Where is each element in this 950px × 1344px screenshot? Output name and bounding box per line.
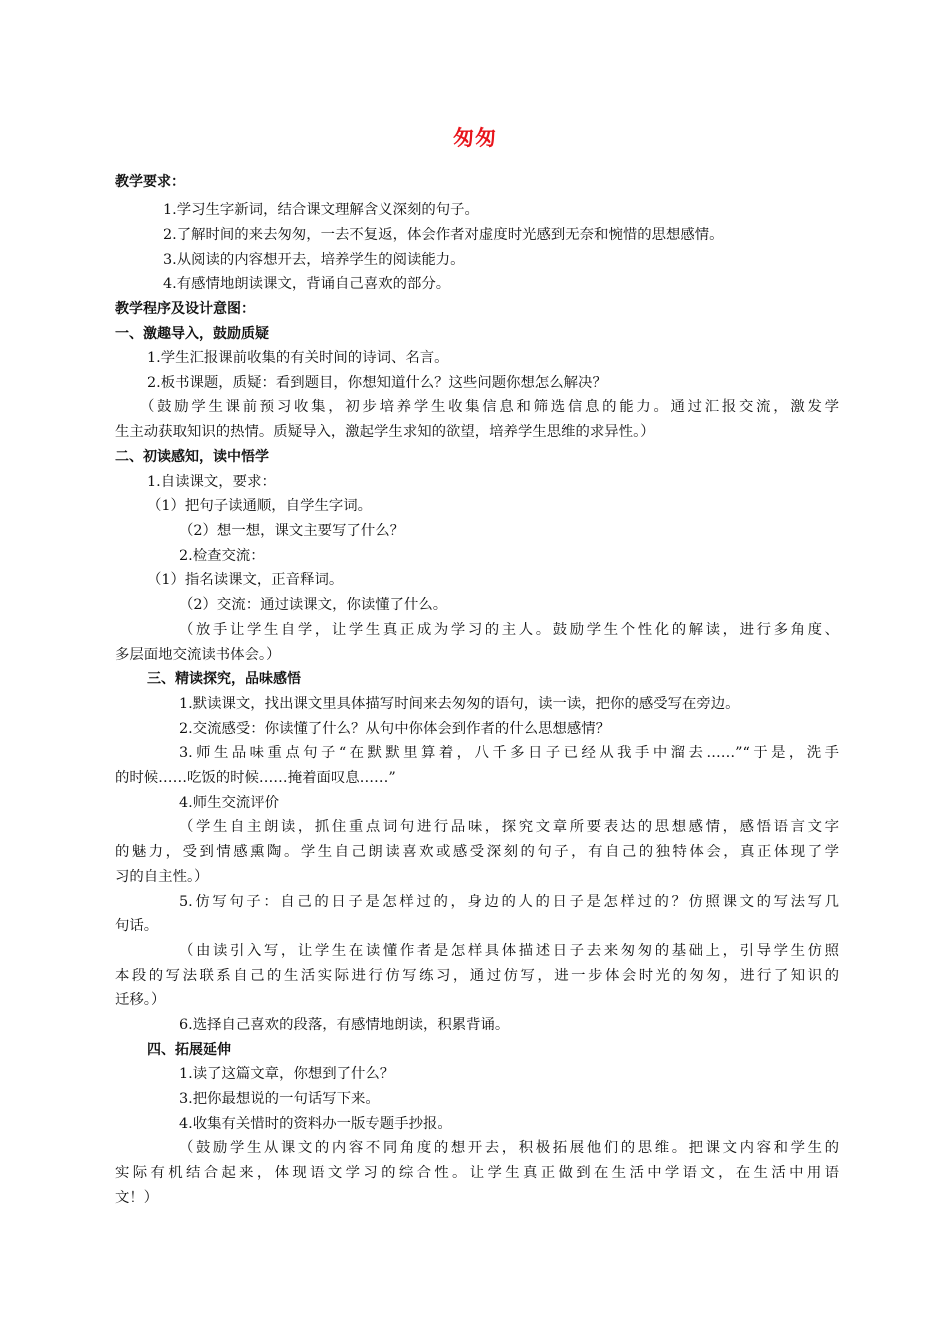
text-line: （2）想一想，课文主要写了什么？: [179, 523, 405, 539]
text-line: 1.自读课文，要求：: [147, 474, 276, 490]
text-line: 6.选择自己喜欢的段落，有感情地朗读，积累背诵。: [179, 1017, 510, 1033]
text-line: 的魅力，受到情感熏陶。学生自己朗读喜欢或感受深刻的句子，有自己的独特体会，真正体现了学: [115, 844, 839, 860]
text-line: 2.板书课题，质疑：看到题目，你想知道什么？这些问题你想怎么解决？: [147, 375, 607, 391]
text-line: （放手让学生自学，让学生真正成为学习的主人。鼓励学生个性化的解读，进行多角度、: [179, 622, 839, 638]
text-line: 迁移。）: [115, 992, 166, 1008]
text-line: （鼓励学生课前预习收集，初步培养学生收集信息和筛选信息的能力。通过汇报交流，激发学: [140, 399, 839, 415]
text-line: （1）把句子读通顺，自学生字词。: [147, 498, 373, 514]
text-line: 2.交流感受：你读懂了什么？从句中你体会到作者的什么思想感情？: [179, 721, 611, 737]
text-line: 3.师生品味重点句子“在默默里算着，八千多日子已经从我手中溜去……”“于是，洗手: [179, 745, 839, 761]
text-line: 习的自主性。）: [115, 869, 209, 885]
section-heading: 三、精读探究，品味感悟: [147, 671, 301, 687]
text-line: 文！）: [115, 1190, 159, 1206]
text-line: 2.检查交流：: [179, 548, 265, 564]
text-line: 1.读了这篇文章，你想到了什么？: [179, 1066, 395, 1082]
text-line: （1）指名读课文，正音释词。: [147, 572, 344, 588]
page-title: 匆匆: [453, 126, 497, 150]
text-line: 1.学习生字新词，结合课文理解含义深刻的句子。: [163, 202, 479, 218]
text-line: （由读引入写，让学生在读懂作者是怎样具体描述日子去来匆匆的基础上，引导学生仿照: [179, 943, 839, 959]
text-line: 的时候……吃饭的时候……掩着面叹息……”: [115, 770, 396, 786]
text-line: （2）交流：通过读课文，你读懂了什么。: [179, 597, 448, 613]
text-line: 4.师生交流评价: [179, 795, 280, 811]
text-line: 多层面地交流读书体会。）: [115, 647, 281, 663]
section-heading: 教学程序及设计意图：: [115, 301, 255, 317]
text-line: 4.有感情地朗读课文，背诵自己喜欢的部分。: [163, 276, 451, 292]
section-heading: 一、激趣导入，鼓励质疑: [115, 326, 269, 342]
text-line: 5.仿写句子：自己的日子是怎样过的，身边的人的日子是怎样过的？仿照课文的写法写几: [179, 894, 839, 910]
section-heading: 二、初读感知，读中悟学: [115, 449, 269, 465]
text-line: 3.把你最想说的一句话写下来。: [179, 1091, 380, 1107]
text-line: （鼓励学生从课文的内容不同角度的想开去，积极拓展他们的思维。把课文内容和学生的: [179, 1140, 839, 1156]
text-line: （学生自主朗读，抓住重点词句进行品味，探究文章所要表达的思想感情，感悟语言文字: [179, 819, 839, 835]
text-line: 2.了解时间的来去匆匆，一去不复返，体会作者对虚度时光感到无奈和惋惜的思想感情。: [163, 227, 724, 243]
text-line: 1.学生汇报课前收集的有关时间的诗词、名言。: [147, 350, 449, 366]
text-line: 生主动获取知识的热情。质疑导入，激起学生求知的欲望，培养学生思维的求异性。）: [115, 424, 655, 440]
section-heading: 教学要求：: [115, 174, 185, 190]
text-line: 句话。: [115, 918, 159, 934]
text-line: 本段的写法联系自己的生活实际进行仿写练习，通过仿写，进一步体会时光的匆匆，进行了知识的: [115, 968, 839, 984]
text-line: 3.从阅读的内容想开去，培养学生的阅读能力。: [163, 252, 465, 268]
text-line: 4.收集有关惜时的资料办一版专题手抄报。: [179, 1116, 452, 1132]
section-heading: 四、拓展延伸: [147, 1042, 231, 1058]
text-line: 实际有机结合起来，体现语文学习的综合性。让学生真正做到在生活中学语文，在生活中用语: [115, 1165, 839, 1181]
text-line: 1.默读课文，找出课文里具体描写时间来去匆匆的语句，读一读，把你的感受写在旁边。: [179, 696, 740, 712]
